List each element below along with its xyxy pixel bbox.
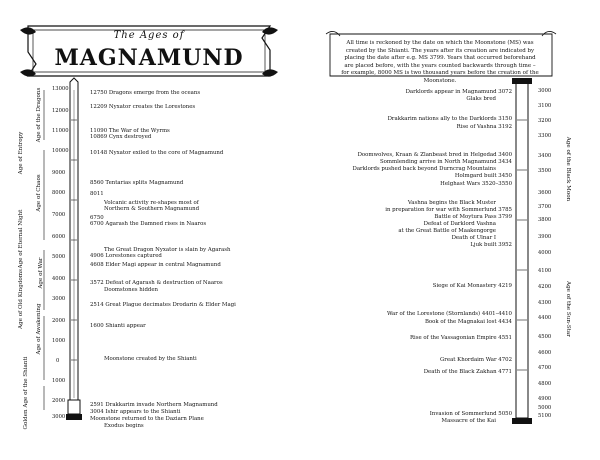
event: Sommlending arrive in North Magnamund 3434 (379, 159, 512, 165)
tick: 3700 (538, 204, 552, 210)
tick: 3100 (538, 103, 552, 109)
tick: 4100 (538, 268, 552, 274)
age-label: Golden Age of the Shianti (23, 356, 29, 430)
event: Vashna begins the Black Muster (407, 200, 496, 206)
age-label: Age of the Black Moon (565, 136, 571, 202)
event: Invasion of Sommerlund 5050 (429, 411, 512, 417)
tick: 4500 (538, 334, 552, 340)
event: at the Great Battle of Maakengorge (398, 228, 496, 234)
event: in preparation for war with Sommerlund 3785 (385, 207, 512, 213)
event: 6750 (90, 215, 104, 221)
tick: 9000 (52, 170, 66, 176)
event: 3572 Defeat of Agarash & destruction of Naaros (90, 280, 223, 286)
event: Darklords pushed back beyond Durncrag Mountains (352, 166, 496, 172)
age-label: Age of War (38, 257, 44, 289)
event: 8011 (90, 191, 104, 197)
tick: 5000 (52, 254, 66, 260)
event: Defeat of Darklord Vashna (423, 221, 496, 227)
event: 1600 Shianti appear (90, 323, 146, 329)
event: Holmgard built 3450 (454, 173, 512, 179)
event: Massacre of the Kai (441, 418, 496, 424)
event: 2591 Drakkarim invade Northern Magnamund (90, 402, 218, 408)
event: Volcanic activity re-shapes most of (104, 200, 199, 206)
event: 10148 Nyxator exiled to the core of Magnamund (90, 150, 224, 156)
event: 12750 Dragons emerge from the oceans (90, 90, 201, 96)
right-timeline-bar (512, 78, 532, 424)
title-line-2: MAGNAMUND (54, 45, 244, 71)
tick: 4900 (538, 396, 552, 402)
event: Great Khordaim War 4702 (440, 357, 512, 363)
event: 10869 Cynx destroyed (90, 134, 152, 140)
tick: 4600 (538, 350, 552, 356)
event: Moonstone created by the Shianti (104, 356, 197, 362)
event: 12209 Nyxator creates the Lorestones (90, 104, 196, 110)
event: Book of the Magnakai lost 4434 (424, 319, 512, 325)
tick: 1000 (52, 378, 66, 384)
tick: 3000 (52, 414, 66, 420)
tick: 5000 (538, 405, 552, 411)
event: Exodus begins (104, 423, 144, 429)
age-label: Age of Awakening (36, 303, 42, 355)
tick: 4200 (538, 284, 552, 290)
tick: 1000 (52, 338, 66, 344)
event: Death of the Black Zakhan 4771 (423, 369, 512, 375)
event: 8560 Tentarias splits Magnamund (90, 180, 184, 186)
event: Helghast Wars 3520–3550 (440, 181, 512, 187)
event: Doomstones hidden (104, 287, 159, 293)
tick: 2000 (52, 398, 66, 404)
tick: 3600 (538, 190, 552, 196)
event: Ljuk built 3952 (470, 242, 512, 248)
tick: 7000 (52, 212, 66, 218)
event: Rise of the Vassagonian Empire 4551 (409, 335, 512, 341)
age-label: Age of the Dragons (36, 87, 42, 143)
event: Doomwolves, Kraan & Zlanbeast bred in Helgedad 3400 (357, 152, 512, 158)
tick: 4400 (538, 315, 552, 321)
tick: 3300 (538, 133, 552, 139)
event: 2514 Great Plague decimates Drodarin & Elder Magi (90, 302, 236, 308)
event: Rise of Vashna 3192 (456, 124, 512, 130)
tick: 3000 (538, 88, 552, 94)
tick: 2000 (52, 318, 66, 324)
tick: 11000 (52, 128, 69, 134)
event: War of the Lorestone (Stornlands) 4401–4410 (386, 311, 512, 317)
tick: 4000 (52, 276, 66, 282)
tick: 3800 (538, 217, 552, 223)
tick: 13000 (52, 86, 69, 92)
title-line-1: The Ages of (113, 30, 185, 41)
event: Moonstone returned to the Daziarn Plane (90, 416, 204, 422)
event: 4608 Elder Magi appear in central Magnamund (90, 262, 221, 268)
event: Siege of Kai Monastery 4219 (432, 283, 512, 289)
event: Northern & Southern Magnamund (104, 206, 200, 212)
event: 6700 Agarash the Damned rises in Naaros (90, 221, 207, 227)
age-label: Age of Entropy (18, 131, 24, 175)
event: Death of Ulnar I (451, 235, 496, 241)
tick: 10000 (52, 148, 69, 154)
tick: 3000 (52, 296, 66, 302)
event: 3004 Ishir appears to the Shianti (90, 409, 181, 415)
tick: 0 (56, 358, 60, 364)
tick: 4000 (538, 250, 552, 256)
tick: 3500 (538, 168, 552, 174)
age-label: Age of Chaos (36, 174, 42, 212)
event: Darklords appear in Magnamund 3072 (405, 89, 512, 95)
age-label: Age of Eternal Night (18, 209, 24, 269)
age-label: Age of the Sun-Star (565, 281, 571, 337)
tick: 4800 (538, 381, 552, 387)
tick: 4700 (538, 365, 552, 371)
dating-note: All time is reckoned by the date on which the Moonstone (MS) was created by the Shianti. The years after its creation are indicated by placing the date after e.g. MS 3799. Years that occurred beforehand are placed before, with the years counted backwards through time – for example, 8000 MS is two thousand years before the creation of the Moonstone. (341, 40, 539, 84)
event: Drakkarim nations ally to the Darklords 3150 (387, 116, 512, 122)
tick: 8000 (52, 190, 66, 196)
tick: 3900 (538, 234, 552, 240)
tick: 4300 (538, 300, 552, 306)
age-label: Age of Old Kingdoms (18, 269, 24, 329)
event: Battle of Moytura Pass 3799 (434, 214, 512, 220)
tick: 3400 (538, 153, 552, 159)
tick: 12000 (52, 108, 69, 114)
event: 4906 Lorestones captured (90, 253, 162, 259)
tick: 5100 (538, 413, 552, 419)
event: The Great Dragon Nyxator is slain by Agarash (104, 247, 231, 253)
event: 11090 The War of the Wyrms (90, 128, 170, 134)
event: Glaks bred (466, 96, 496, 102)
tick: 3200 (538, 118, 552, 124)
tick: 6000 (52, 234, 66, 240)
